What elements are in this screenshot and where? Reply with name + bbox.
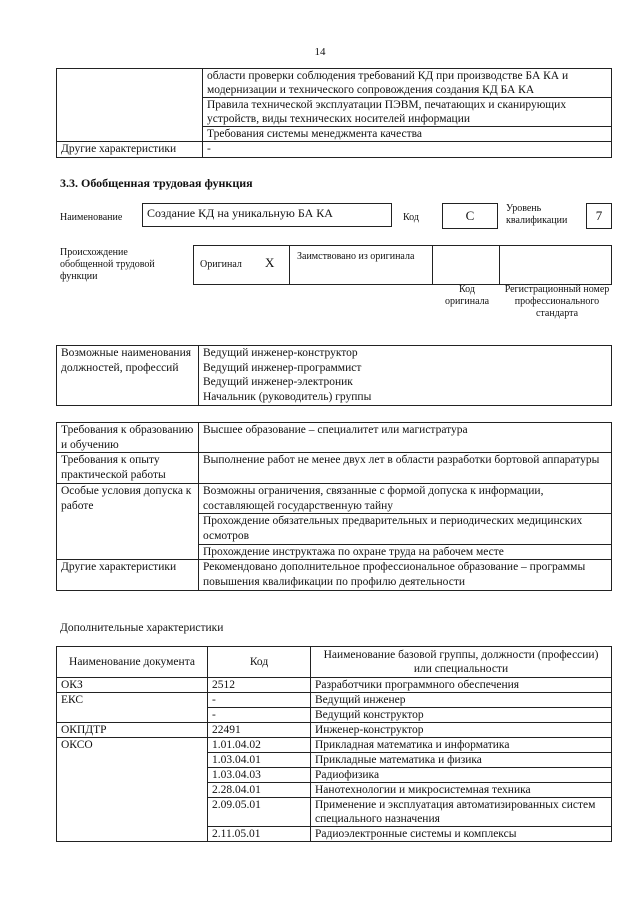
requirement-value: Возможны ограничения, связанные с формой допуска к информации, составляющей государственную тайну <box>199 483 612 513</box>
table-row <box>57 738 612 753</box>
doc-title: Ведущий конструктор <box>311 708 612 723</box>
additional-title: Дополнительные характеристики <box>60 622 224 634</box>
function-name-field: Создание КД на уникальную БА КА <box>142 203 392 227</box>
knowledge-item: Требования системы менеджмента качества <box>203 127 612 142</box>
borrowed-label: Заимствовано из оригинала <box>297 251 415 262</box>
origin-label: Происхождение обобщенной трудовой функции <box>60 247 155 282</box>
doc-name: ОКЗ <box>57 678 208 693</box>
doc-code: 2512 <box>208 678 311 693</box>
requirement-value: Высшее образование – специалитет или магистратура <box>199 423 612 453</box>
table-row <box>57 69 612 98</box>
doc-code: 2.11.05.01 <box>208 827 311 842</box>
table-row <box>57 560 612 590</box>
table-row <box>57 723 612 738</box>
level-label: Уровень квалификации <box>506 203 568 226</box>
requirement-value: Выполнение работ не менее двух лет в области разработки бортовой аппаратуры <box>199 453 612 483</box>
position-item: Ведущий инженер-электроник <box>203 376 353 389</box>
header-code: Код <box>208 647 311 678</box>
code-original-label: Код оригинала <box>444 284 490 307</box>
table-row <box>57 693 612 708</box>
doc-title: Разработчики программного обеспечения <box>311 678 612 693</box>
original-label: Оригинал <box>200 259 242 270</box>
requirement-value: Прохождение инструктажа по охране труда на рабочем месте <box>199 544 612 560</box>
original-mark: Х <box>265 255 275 270</box>
position-item: Ведущий инженер-конструктор <box>203 347 358 359</box>
table-row <box>57 453 612 483</box>
other-characteristics-value: - <box>203 142 612 158</box>
doc-code: 1.03.04.03 <box>208 768 311 783</box>
row-label <box>57 69 203 142</box>
doc-code: - <box>208 693 311 708</box>
knowledge-item: Правила технической эксплуатации ПЭВМ, печатающих и сканирующих устройств, виды технических носителей информации <box>203 98 612 127</box>
doc-name: ЕКС <box>57 693 208 723</box>
positions-table <box>56 345 612 406</box>
table-header-row <box>57 647 612 678</box>
requirement-value: Рекомендовано дополнительное профессиональное образование – программы повышения квалификации по профилю деятельности <box>199 560 612 590</box>
table-row <box>57 423 612 453</box>
doc-title: Нанотехнологии и микросистемная техника <box>311 783 612 798</box>
requirement-value: Прохождение обязательных предварительных и периодических медицинских осмотров <box>199 514 612 544</box>
doc-title: Прикладные математика и физика <box>311 753 612 768</box>
doc-code: 2.09.05.01 <box>208 798 311 827</box>
competence-table-continued <box>56 68 612 158</box>
requirement-label: Требования к опыту практической работы <box>57 453 199 483</box>
doc-title: Радиофизика <box>311 768 612 783</box>
requirement-label: Другие характеристики <box>57 560 199 590</box>
doc-name: ОКСО <box>57 738 208 842</box>
requirements-table <box>56 422 612 591</box>
requirement-label: Требования к образованию и обучению <box>57 423 199 453</box>
table-row <box>57 483 612 513</box>
table-row <box>57 346 612 406</box>
position-item: Ведущий инженер-программист <box>203 361 362 374</box>
header-document: Наименование документа <box>57 647 208 678</box>
doc-code: 1.03.04.01 <box>208 753 311 768</box>
doc-code: - <box>208 708 311 723</box>
level-field: 7 <box>586 203 612 229</box>
doc-title: Ведущий инженер <box>311 693 612 708</box>
row-label: Другие характеристики <box>57 142 203 158</box>
doc-code: 1.01.04.02 <box>208 738 311 753</box>
doc-title: Прикладная математика и информатика <box>311 738 612 753</box>
knowledge-item: области проверки соблюдения требований КД при производстве БА КА и модернизации и технического сопровождения создания КД БА КА <box>203 69 612 98</box>
name-label: Наименование <box>60 212 123 223</box>
doc-name: ОКПДТР <box>57 723 208 738</box>
doc-code: 22491 <box>208 723 311 738</box>
section-title: 3.3. Обобщенная трудовая функция <box>60 176 253 190</box>
doc-code: 2.28.04.01 <box>208 783 311 798</box>
additional-characteristics-table <box>56 646 612 842</box>
doc-title: Инженер-конструктор <box>311 723 612 738</box>
code-field: C <box>442 203 498 229</box>
requirement-label: Особые условия допуска к работе <box>57 483 199 560</box>
header-name: Наименование базовой группы, должности (профессии) или специальности <box>311 647 612 678</box>
doc-title: Радиоэлектронные системы и комплексы <box>311 827 612 842</box>
positions-list <box>199 346 612 406</box>
reg-number-label: Регистрационный номер профессионального стандарта <box>504 284 610 319</box>
page-number: 14 <box>314 46 326 58</box>
positions-label: Возможные наименования должностей, профессий <box>57 346 199 406</box>
table-row <box>57 678 612 693</box>
position-item: Начальник (руководитель) группы <box>203 391 372 404</box>
doc-title: Применение и эксплуатация автоматизированных систем специального назначения <box>311 798 612 827</box>
table-row <box>57 142 612 158</box>
code-label: Код <box>403 212 419 223</box>
